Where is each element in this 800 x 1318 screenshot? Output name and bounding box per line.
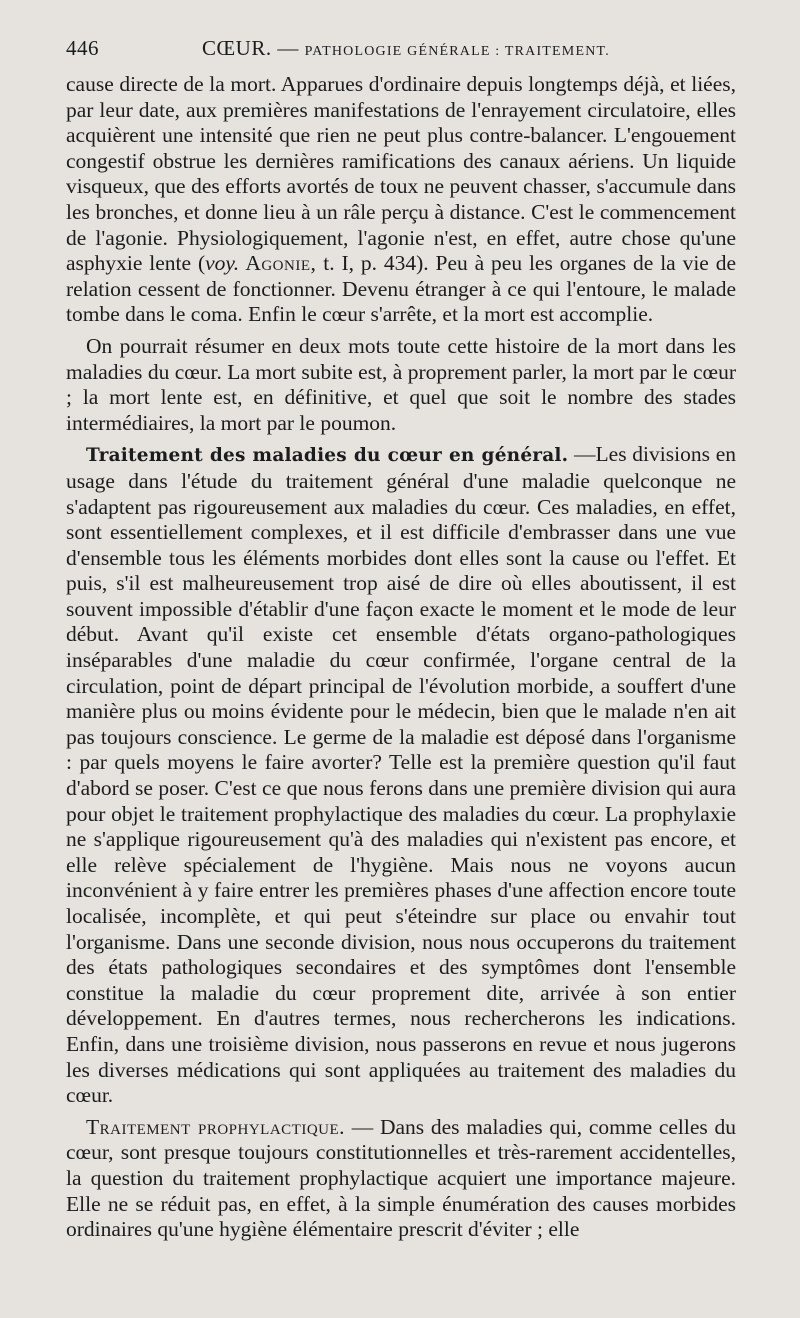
page-number: 446 xyxy=(66,36,99,60)
running-title xyxy=(202,36,610,61)
paragraph-traitement-prophylactique xyxy=(66,1115,736,1243)
paragraph-agonie xyxy=(66,72,736,328)
running-title-separator: — xyxy=(271,36,305,60)
section-heading-prophylactique: Traitement prophylactique. xyxy=(86,1114,346,1139)
paragraph-summary: On pourrait résumer en deux mots toute cette histoire de la mort dans les maladies du cœur. La mort subite est, à proprement parler, la mort par le cœur ; la mort lente est, en définitive, et quel que soit le nombre des stades intermédiaires, la mort par le poumon. xyxy=(66,333,736,435)
paragraph-text: —Les divisions en usage dans l'étude du traitement général d'une maladie quelconque ne s'adaptent pas rigoureusement aux maladies du cœur. Ces maladies, en effet, sont essentiellement complexes, et il est difficile d'embrasser dans une vue d'ensemble tous les éléments morbides dont elles sont la cause ou l'effet. Et puis, s'il est malheureusement trop aisé de dire où elles aboutissent, il est souvent impossible d'établir d'une façon exacte le moment et le mode de leur début. Avant qu'il existe cet ensemble d'états organo-pathologiques inséparables d'une maladie du cœur confirmée, l'organe central de la circulation, point de départ principal de l'évolution morbide, a souffert d'une manière plus ou moins évidente pour le médecin, bien que le malade n'en ait pas toujours conscience. Le germe de la maladie est déposé dans l'organisme : par quels moyens le faire avorter? Telle est la première question qu'il faut d'abord se poser. C'est ce que nous ferons dans une première division qui aura pour objet le traitement prophylactique des maladies du cœur. La prophylaxie ne s'applique rigoureusement qu'à des maladies qui n'existent pas encore, et elle relève spécialement de l'hygiène. Mais nous ne voyons aucun inconvénient à y faire entrer les premières phases d'une affection encore toute localisée, incomplète, et qui peut s'éteindre sur place ou envahir tout l'organisme. Dans une seconde division, nous nous occuperons du traitement des états pathologiques secondaires et des symptômes dont l'ensemble constitue la maladie du cœur proprement dite, arrivée à son entier développement. En d'autres termes, nous rechercherons les indications. Enfin, dans une troisième division, nous passerons en revue et nous jugerons les diverses médications qui sont appliquées au traitement des maladies du cœur. xyxy=(66,442,736,1108)
paragraph-traitement-general xyxy=(66,442,736,1108)
running-title-main: CŒUR. xyxy=(202,36,272,60)
paragraph-text: — Dans des maladies qui, comme celles du cœur, sont presque toujours constitutionnelles et très-rarement accidentelles, la question du traitement prophylactique acquiert une importance majeure. Elle ne se réduit pas, en effet, à la simple énumération des causes morbides ordinaires qu'une hygiène élémentaire prescrit d'éviter ; elle xyxy=(66,1114,736,1242)
cross-reference-voy: voy. xyxy=(205,251,240,276)
cross-reference-agonie: Agonie, xyxy=(239,251,317,276)
section-heading-traitement-general: Traitement des maladies du cœur en général. xyxy=(86,445,569,467)
paragraph-text: cause directe de la mort. Apparues d'ordinaire depuis longtemps déjà, et liées, par leur date, aux premières manifestations de l'enrayement circulatoire, elles acquièrent une intensité que rien ne peut plus contre-balancer. L'engouement congestif obstrue les dernières ramifications des canaux aériens. Un liquide visqueux, que des efforts avortés de toux ne peuvent chasser, s'accumule dans les bronches, et donne lieu à un râle perçu à distance. C'est le commencement de l'agonie. Physiologiquement, l'agonie n'est, en effet, autre chose qu'une asphyxie lente ( xyxy=(66,72,736,276)
page-header xyxy=(66,36,736,66)
running-title-sub: PATHOLOGIE GÉNÉRALE : TRAITEMENT. xyxy=(304,44,610,59)
paragraph-text: t. I, p. 434). Peu à peu les organes de la vie de relation cessent de fonctionner. Devenu étranger à ce qui l'entoure, le malade tombe dans le coma. Enfin le cœur s'arrête, et la mort est accomplie. xyxy=(66,251,737,327)
body-text xyxy=(66,72,736,1243)
